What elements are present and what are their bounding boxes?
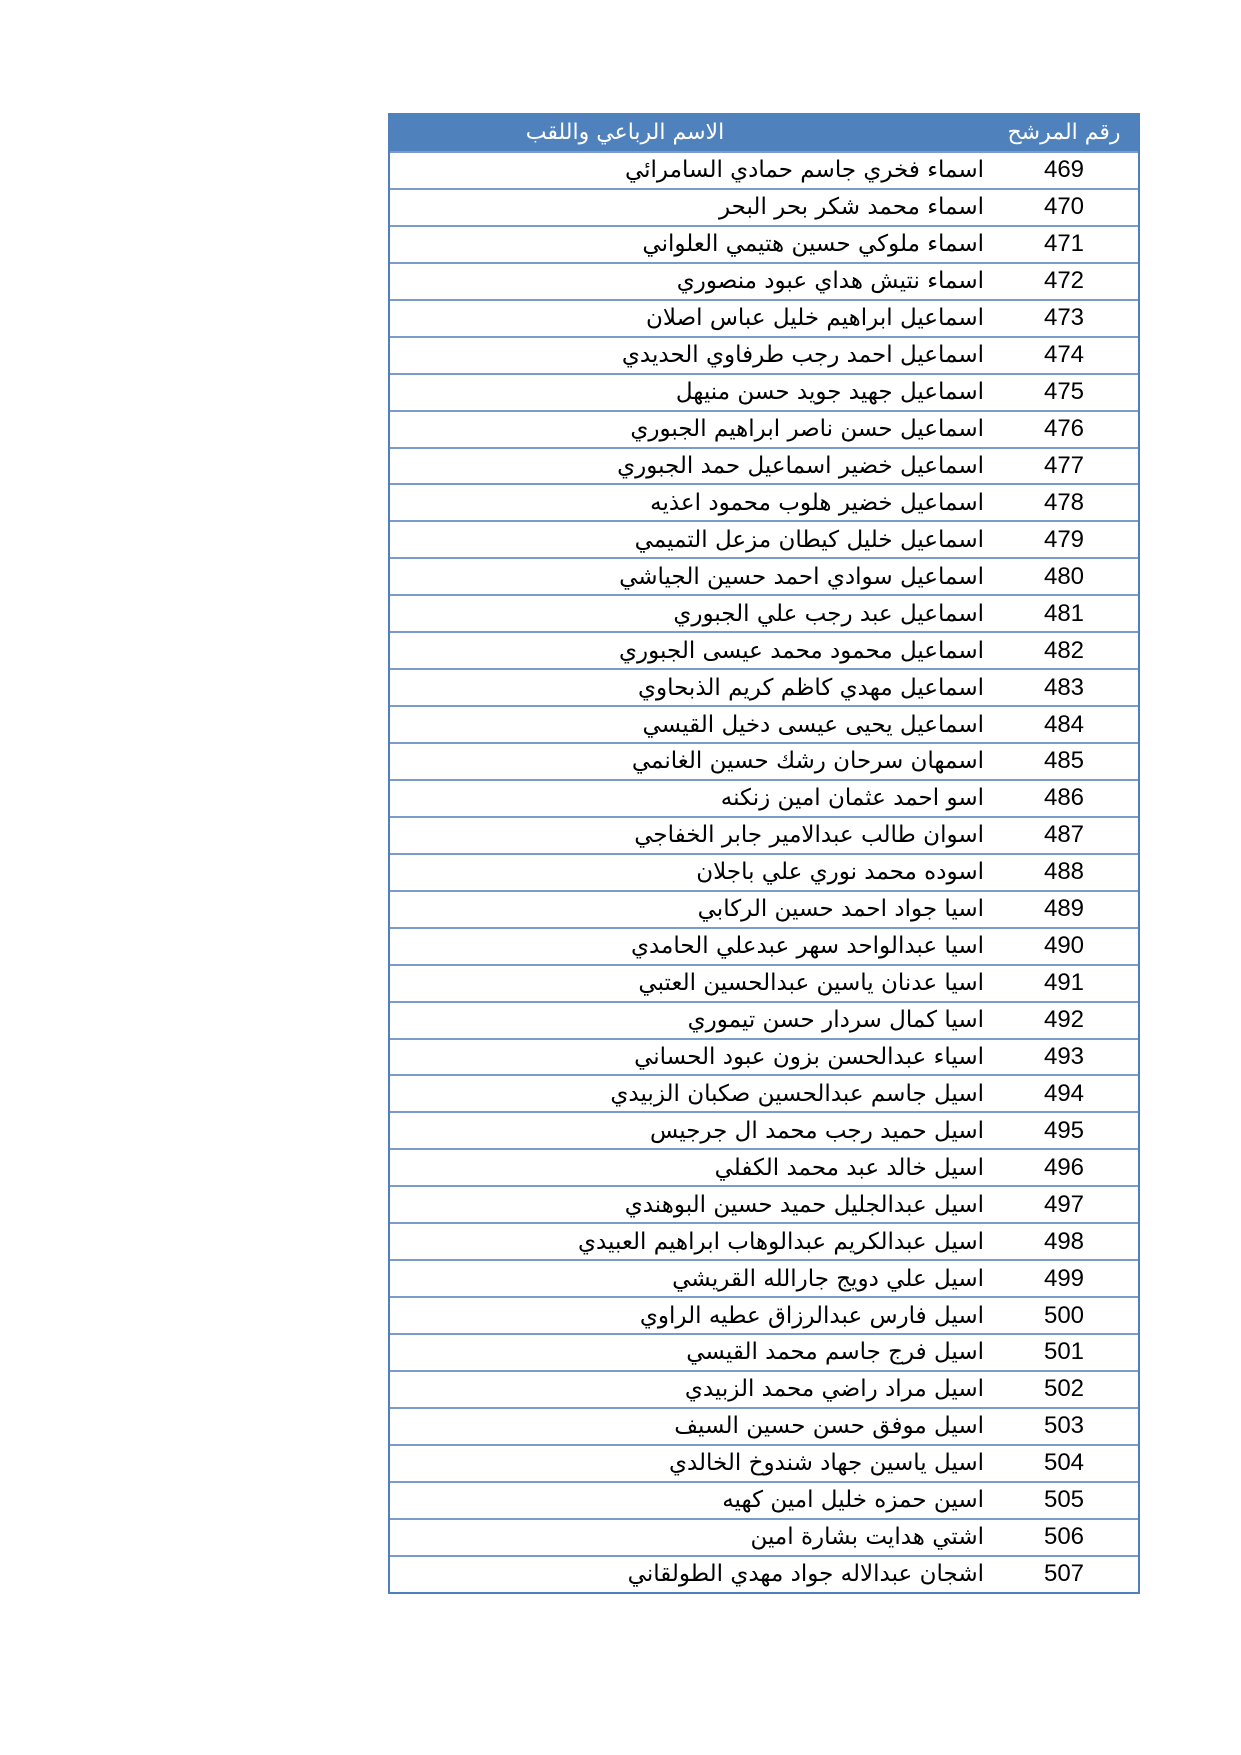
table-row — [390, 1111, 1138, 1148]
candidate-name: اسماعيل خضير هلوب محمود اعذيه — [650, 489, 984, 516]
candidate-name: اسو احمد عثمان امين زنكنه — [720, 785, 984, 812]
candidate-name: اسماء فخري جاسم حمادي السامرائي — [624, 157, 984, 184]
table-row — [390, 594, 1138, 631]
table-row — [390, 262, 1138, 299]
candidate-number: 497 — [1043, 1190, 1085, 1218]
table-row — [390, 668, 1138, 705]
table-row — [390, 631, 1138, 668]
table-row — [390, 964, 1138, 1001]
table-row — [390, 779, 1138, 816]
candidate-name: اسماء نتيش هداي عبود منصوري — [676, 268, 984, 295]
candidate-number: 484 — [1043, 710, 1085, 738]
candidate-number: 481 — [1043, 599, 1085, 627]
table-header — [390, 113, 1138, 151]
candidate-name: اسيل عبدالكريم عبدالوهاب ابراهيم العبيدي — [577, 1228, 984, 1255]
candidate-number: 505 — [1043, 1486, 1085, 1514]
candidate-name: اسوده محمد نوري علي باجلان — [696, 859, 984, 886]
candidate-name: اسمهان سرحان رشك حسين الغانمي — [631, 748, 984, 775]
candidate-name: اسيل فرج جاسم محمد القيسي — [686, 1339, 984, 1366]
candidate-name: اسيا كمال سردار حسن تيموري — [687, 1007, 984, 1034]
candidate-number: 476 — [1043, 415, 1085, 443]
candidate-number: 469 — [1043, 156, 1085, 184]
table-row — [390, 853, 1138, 890]
candidate-number: 496 — [1043, 1153, 1085, 1181]
candidate-name: اسوان طالب عبدالامير جابر الخفاجي — [634, 822, 984, 849]
candidate-name: اسماء ملوكي حسين هتيمي العلواني — [642, 231, 984, 258]
candidate-name: اسيل فارس عبدالرزاق عطيه الراوي — [639, 1302, 984, 1329]
candidate-number: 501 — [1043, 1338, 1085, 1366]
table-row — [390, 927, 1138, 964]
table-row — [390, 336, 1138, 373]
candidate-name: اسماعيل خليل كيطان مزعل التميمي — [634, 526, 984, 553]
candidate-number: 503 — [1043, 1412, 1085, 1440]
header-candidate-number: رقم المرشح — [1007, 119, 1121, 145]
table-row — [390, 373, 1138, 410]
candidate-number: 491 — [1043, 969, 1085, 997]
candidate-number: 478 — [1043, 488, 1085, 516]
candidate-number: 492 — [1043, 1006, 1085, 1034]
candidate-number: 488 — [1043, 858, 1085, 886]
candidate-number: 494 — [1043, 1079, 1085, 1107]
table-row — [390, 1407, 1138, 1444]
candidate-name: اسماعيل جهيد جويد حسن منيهل — [675, 379, 984, 406]
candidate-name: اسيل علي دويج جارالله القريشي — [672, 1265, 984, 1292]
candidate-number: 507 — [1043, 1560, 1085, 1588]
candidate-number: 495 — [1043, 1116, 1085, 1144]
table-row — [390, 151, 1138, 188]
candidate-name: اسيا جواد احمد حسين الركابي — [697, 896, 984, 923]
candidate-number: 506 — [1043, 1523, 1085, 1551]
table-row — [390, 1185, 1138, 1222]
candidate-name: اسيل ياسين جهاد شندوخ الخالدي — [668, 1450, 984, 1477]
table-row — [390, 1222, 1138, 1259]
candidate-name: اسماعيل ابراهيم خليل عباس اصلان — [645, 305, 984, 332]
table-row — [390, 1555, 1138, 1592]
table-row — [390, 1518, 1138, 1555]
candidate-name: اسماء محمد شكر بحر البحر — [718, 194, 984, 221]
candidate-number: 482 — [1043, 636, 1085, 664]
candidate-number: 500 — [1043, 1301, 1085, 1329]
table-body — [390, 151, 1138, 1592]
candidate-number: 485 — [1043, 747, 1085, 775]
table-row — [390, 1074, 1138, 1111]
candidate-name: اسيل حميد رجب محمد ال جرجيس — [649, 1117, 984, 1144]
table-row — [390, 1481, 1138, 1518]
candidate-number: 479 — [1043, 525, 1085, 553]
table-row — [390, 890, 1138, 927]
candidate-name: اسيل عبدالجليل حميد حسين البوهندي — [624, 1191, 984, 1218]
table-row — [390, 1333, 1138, 1370]
candidate-name: اسيل خالد عبد محمد الكفلي — [714, 1154, 984, 1181]
table-row — [390, 1444, 1138, 1481]
table-row — [390, 1038, 1138, 1075]
table-row — [390, 1001, 1138, 1038]
candidate-name: اسماعيل يحيى عيسى دخيل القيسي — [642, 711, 984, 738]
candidate-name: اشجان عبدالاله جواد مهدي الطولقاني — [627, 1561, 984, 1588]
candidate-number: 473 — [1043, 304, 1085, 332]
candidate-name: اسيل موفق حسن حسين السيف — [674, 1413, 984, 1440]
table-row — [390, 188, 1138, 225]
candidate-number: 483 — [1043, 673, 1085, 701]
candidate-name: اسيل مراد راضي محمد الزبيدي — [684, 1376, 984, 1403]
table-row — [390, 299, 1138, 336]
candidate-number: 474 — [1043, 341, 1085, 369]
table-row — [390, 816, 1138, 853]
table-row — [390, 557, 1138, 594]
candidate-number: 486 — [1043, 784, 1085, 812]
candidate-name: اسيل جاسم عبدالحسين صكبان الزبيدي — [610, 1080, 984, 1107]
candidate-name: اشتي هدايت بشارة امين — [750, 1524, 984, 1551]
candidate-number: 472 — [1043, 267, 1085, 295]
candidate-name: اسين حمزه خليل امين كهيه — [722, 1487, 984, 1514]
table-row — [390, 225, 1138, 262]
candidates-table — [388, 113, 1140, 1594]
table-row — [390, 1259, 1138, 1296]
candidate-number: 480 — [1043, 562, 1085, 590]
table-row — [390, 742, 1138, 779]
candidate-number: 498 — [1043, 1227, 1085, 1255]
candidate-number: 477 — [1043, 451, 1085, 479]
table-row — [390, 483, 1138, 520]
candidate-name: اسياء عبدالحسن بزون عبود الحساني — [634, 1043, 984, 1070]
candidate-name: اسيا عدنان ياسين عبدالحسين العتبي — [638, 970, 984, 997]
header-full-name: الاسم الرباعي واللقب — [525, 119, 725, 145]
candidate-number: 475 — [1043, 378, 1085, 406]
table-row — [390, 410, 1138, 447]
candidate-name: اسماعيل احمد رجب طرفاوي الحديدي — [621, 342, 984, 369]
candidate-name: اسماعيل عبد رجب علي الجبوري — [673, 600, 984, 627]
candidate-number: 471 — [1043, 230, 1085, 258]
table-row — [390, 1296, 1138, 1333]
table-row — [390, 1148, 1138, 1185]
table-row — [390, 520, 1138, 557]
candidate-number: 504 — [1043, 1449, 1085, 1477]
candidate-number: 489 — [1043, 895, 1085, 923]
table-row — [390, 1370, 1138, 1407]
candidate-name: اسماعيل سوادي احمد حسين الجياشي — [619, 563, 984, 590]
candidate-number: 493 — [1043, 1042, 1085, 1070]
table-row — [390, 447, 1138, 484]
candidate-name: اسماعيل خضير اسماعيل حمد الجبوري — [617, 452, 984, 479]
table-row — [390, 705, 1138, 742]
candidate-name: اسماعيل مهدي كاظم كريم الذبحاوي — [637, 674, 984, 701]
candidate-name: اسماعيل حسن ناصر ابراهيم الجبوري — [630, 416, 984, 443]
candidate-number: 490 — [1043, 932, 1085, 960]
candidate-number: 470 — [1043, 193, 1085, 221]
candidate-number: 502 — [1043, 1375, 1085, 1403]
candidate-number: 487 — [1043, 821, 1085, 849]
candidate-name: اسيا عبدالواحد سهر عبدعلي الحامدي — [630, 933, 984, 960]
candidate-number: 499 — [1043, 1264, 1085, 1292]
candidate-name: اسماعيل محمود محمد عيسى الجبوري — [619, 637, 984, 664]
